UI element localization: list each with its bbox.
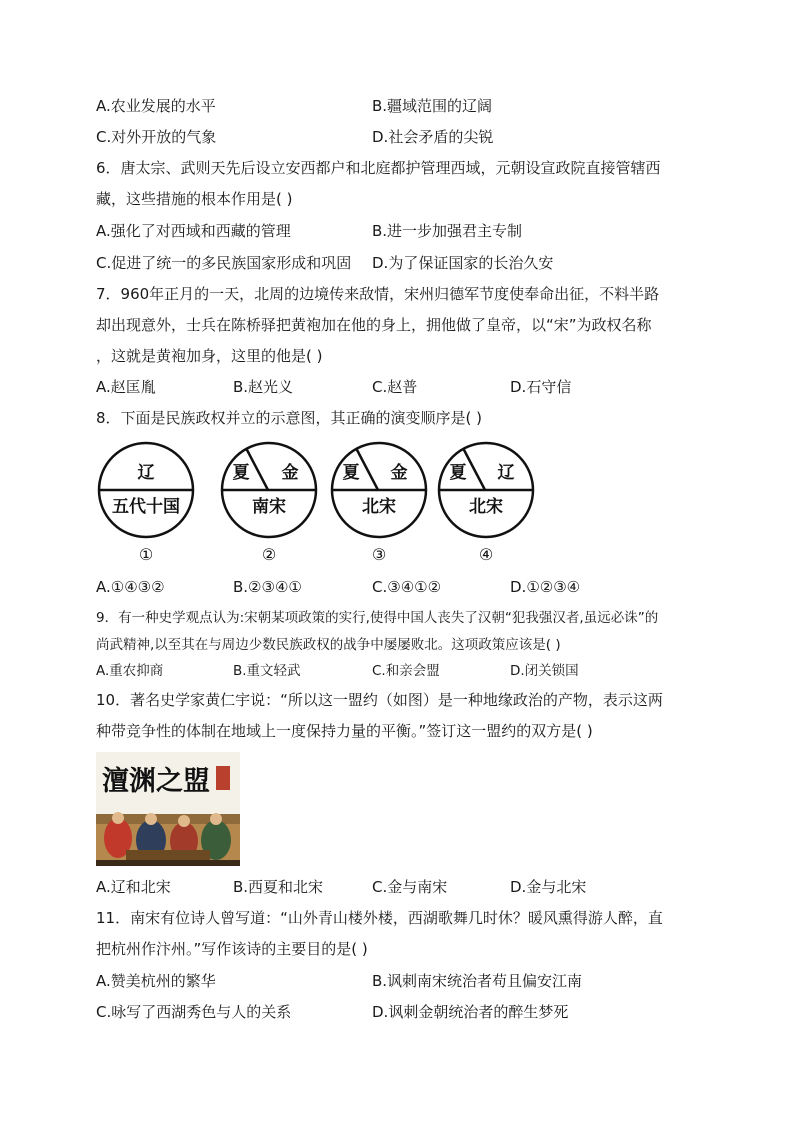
q10-option-b: B.西夏和北宋	[233, 878, 324, 896]
q8-option-b: B.②③④①	[233, 578, 302, 596]
circle2-topright-label: 金	[281, 463, 299, 483]
regime-diagrams	[96, 436, 556, 570]
picture-caption: 澶渊之盟	[102, 766, 210, 797]
q6-stem-line1: 6．唐太宗、武则天先后设立安西都户和北庭都护管理西域，元朝设宣政院直接管辖西	[96, 159, 661, 177]
circle4-bottom-label: 北宋	[469, 497, 503, 517]
circle1-bottom-label: 五代十国	[112, 497, 180, 517]
diagram-circle-2	[222, 443, 316, 564]
circle2-topleft-label: 夏	[232, 463, 250, 483]
q11-option-b: B.讽刺南宋统治者苟且偏安江南	[372, 972, 583, 990]
q5-option-a: A.农业发展的水平	[96, 97, 216, 115]
q8-stem-line1: 8．下面是民族政权并立的示意图，其正确的演变顺序是( )	[96, 409, 483, 427]
q9-option-c: C.和亲会盟	[372, 663, 440, 679]
q6-stem-line2: 藏，这些措施的根本作用是( )	[96, 190, 293, 208]
q9-stem-line2: 尚武精神,以至其在与周边少数民族政权的战争中屡屡败北。这项政策应该是( )	[96, 637, 561, 653]
q6-option-d: D.为了保证国家的长治久安	[372, 254, 554, 272]
circle3-number: ③	[371, 545, 387, 564]
q7-option-d: D.石守信	[510, 378, 572, 396]
q10-option-a: A.辽和北宋	[96, 878, 171, 896]
q11-stem-line2: 把杭州作汴州。”写作该诗的主要目的是( )	[96, 940, 368, 958]
circle1-number: ①	[138, 545, 154, 564]
diagram-circle-1	[99, 443, 193, 564]
q7-stem-line2: 却出现意外，士兵在陈桥驿把黄袍加在他的身上，拥他做了皇帝，以“宋”为政权名称	[96, 316, 652, 334]
q6-option-b: B.进一步加强君主专制	[372, 222, 523, 240]
diagram-circle-3	[332, 443, 426, 564]
q10-stem-line1: 10．著名史学家黄仁宇说：“所以这一盟约（如图）是一种地缘政治的产物，表示这两	[96, 691, 663, 709]
circle2-bottom-label: 南宋	[252, 497, 286, 517]
q10-option-d: D.金与北宋	[510, 878, 587, 896]
q5-option-d: D.社会矛盾的尖锐	[372, 128, 494, 146]
circle4-topleft-label: 夏	[449, 463, 467, 483]
q9-option-b: B.重文轻武	[233, 663, 301, 679]
q11-option-d: D.讽刺金朝统治者的醉生梦死	[372, 1003, 569, 1021]
q5-option-c: C.对外开放的气象	[96, 128, 217, 146]
q11-stem-line1: 11．南宋有位诗人曾写道：“山外青山楼外楼，西湖歌舞几时休？暖风熏得游人醉，直	[96, 909, 663, 927]
q8-option-d: D.①②③④	[510, 578, 581, 596]
q7-option-b: B.赵光义	[233, 378, 294, 396]
q9-stem-line1: 9．有一种史学观点认为:宋朝某项政策的实行,使得中国人丧失了汉朝“犯我强汉者,虽远必诛”的	[96, 610, 659, 626]
q7-option-a: A.赵匡胤	[96, 378, 156, 396]
circle3-topright-label: 金	[390, 463, 408, 483]
q7-stem-line1: 7．960年正月的一天，北周的边境传来敌情，宋州归德军节度使奉命出征，不料半路	[96, 285, 660, 303]
q9-option-a: A.重农抑商	[96, 663, 164, 679]
circle3-bottom-label: 北宋	[362, 497, 396, 517]
q7-option-c: C.赵普	[372, 378, 418, 396]
circle4-number: ④	[478, 545, 494, 564]
q11-option-c: C.咏写了西湖秀色与人的关系	[96, 1003, 292, 1021]
q5-option-b: B.疆域范围的辽阔	[372, 97, 493, 115]
chanyuan-treaty-picture	[96, 752, 240, 866]
circle3-topleft-label: 夏	[342, 463, 360, 483]
circle2-number: ②	[261, 545, 277, 564]
circle1-top-label: 辽	[137, 463, 155, 483]
q6-option-c: C.促进了统一的多民族国家形成和巩固	[96, 254, 352, 272]
q8-option-a: A.①④③②	[96, 578, 165, 596]
q11-option-a: A.赞美杭州的繁华	[96, 972, 216, 990]
q6-option-a: A.强化了对西域和西藏的管理	[96, 222, 291, 240]
circle4-topright-label: 辽	[497, 463, 515, 483]
q9-option-d: D.闭关锁国	[510, 663, 579, 679]
q8-option-c: C.③④①②	[372, 578, 442, 596]
q7-stem-line3: ，这就是黄袍加身，这里的他是( )	[96, 347, 323, 365]
q10-stem-line2: 种带竞争性的体制在地域上一度保持力量的平衡。”签订这一盟约的双方是( )	[96, 722, 593, 740]
q10-option-c: C.金与南宋	[372, 878, 448, 896]
diagram-circle-4	[439, 443, 533, 564]
